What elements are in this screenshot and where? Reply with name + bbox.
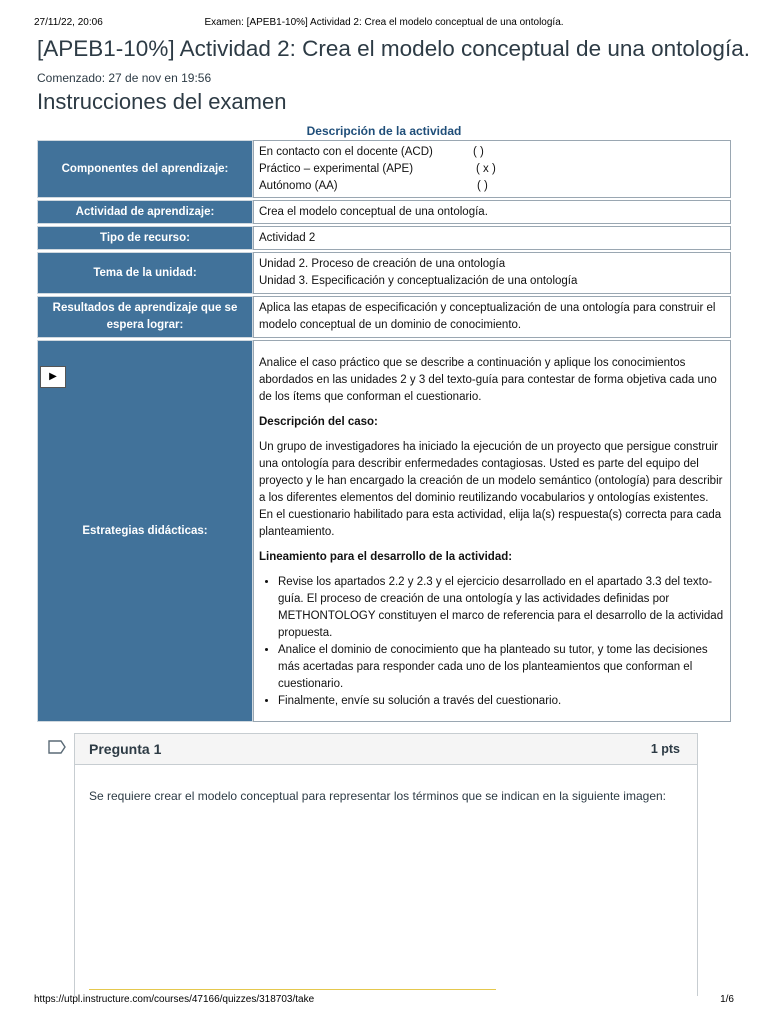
question-points: 1 pts (650, 742, 680, 756)
row-resource (37, 226, 731, 250)
list-item: • Analice el dominio de conocimiento que ha planteado su tutor, y tome las decisiones más acertadas para responder cada uno de los planteamientos que conforman el cuestionario. (278, 642, 725, 693)
unit-line: Unidad 2. Proceso de creación de una ontología (259, 258, 506, 270)
print-footer (34, 994, 734, 1008)
question-card (74, 733, 698, 996)
print-page-number: 1/6 (720, 994, 734, 1005)
flag-question-icon[interactable] (48, 740, 66, 754)
case-heading: Descripción del caso: (259, 415, 378, 428)
component-mark: ( ) (477, 179, 488, 192)
question-text: Se requiere crear el modelo conceptual para representar los términos que se indican en la siguiente imagen: (89, 789, 667, 803)
row-strategies (37, 340, 731, 722)
divider (89, 989, 496, 990)
list-item: • Finalmente, envíe su solución a través del cuestionario. (278, 693, 725, 710)
print-header (34, 17, 734, 31)
row-results (37, 296, 731, 338)
resource-value: Actividad 2 (253, 226, 731, 250)
activity-table-caption: Descripción de la actividad (306, 124, 462, 138)
list-item: • Revise los apartados 2.2 y 2.3 y el ejercicio desarrollado en el apartado 3.3 del texto-guía. El proceso de creación de una ontología y las actividades definidas por METHONTOLOGY constituyen el marco de referencia para el desarrollo de la actividad propuesta. (278, 574, 725, 642)
unit-label: Tema de la unidad: (37, 252, 253, 294)
components-value (253, 140, 731, 198)
guidelines-heading: Lineamiento para el desarrollo de la actividad: (259, 550, 513, 563)
print-document-title: Examen: [APEB1-10%] Actividad 2: Crea el modelo conceptual de una ontología. (204, 17, 564, 28)
component-name: Práctico – experimental (APE) (259, 162, 414, 175)
guidelines-list (259, 574, 725, 710)
case-text: Un grupo de investigadores ha iniciado la ejecución de un proyecto que persigue construir una ontología para describir enfermedades contagiosas. Usted es parte del equipo del proyecto y le han encargado la creación de un modelo semántico (ontología) para describir a los diferentes elementos del dominio reutilizando vocabularios y ontologías existentes. En el cuestionario habilitado para esta actividad, elija la(s) respuesta(s) correcta para cada planteamiento. (259, 440, 723, 538)
components-label: Componentes del aprendizaje: (37, 140, 253, 198)
row-unit (37, 252, 731, 294)
print-url: https://utpl.instructure.com/courses/47166/quizzes/318703/take (34, 994, 315, 1005)
results-value: Aplica las etapas de especificación y conceptualización de una ontología para construir el modelo conceptual de un dominio de conocimiento. (253, 296, 731, 338)
question-header (75, 734, 697, 765)
row-components (37, 140, 731, 198)
quiz-started-at: Comenzado: 27 de nov en 19:56 (37, 71, 212, 85)
strategies-intro: Analice el caso práctico que se describe a continuación y aplique los conocimientos abordados en las unidades 2 y 3 del texto-guía para contestar de forma objetiva cada uno de los ítems que conforman el cuestionario. (259, 356, 717, 403)
quiz-title: [APEB1-10%] Actividad 2: Crea el modelo conceptual de una ontología. (37, 36, 750, 61)
strategies-label-text: Estrategias didácticas: (82, 524, 208, 537)
play-button[interactable]: ▶ (40, 366, 66, 388)
print-datetime: 27/11/22, 20:06 (34, 17, 103, 28)
strategies-label (37, 340, 253, 722)
instructions-heading: Instrucciones del examen (37, 89, 287, 114)
activity-label: Actividad de aprendizaje: (37, 200, 253, 224)
component-mark: ( ) (473, 145, 484, 158)
unit-line: Unidad 3. Especificación y conceptualización de una ontología (259, 275, 578, 287)
results-label: Resultados de aprendizaje que se espera lograr: (37, 296, 253, 338)
unit-value (253, 252, 731, 294)
question-name: Pregunta 1 (89, 741, 162, 757)
resource-label: Tipo de recurso: (37, 226, 253, 250)
activity-value: Crea el modelo conceptual de una ontología. (253, 200, 731, 224)
component-name: En contacto con el docente (ACD) (259, 145, 433, 158)
strategies-value (253, 340, 731, 722)
activity-table (37, 140, 731, 722)
component-mark: ( x ) (476, 162, 496, 175)
component-name: Autónomo (AA) (259, 179, 338, 192)
row-activity (37, 200, 731, 224)
